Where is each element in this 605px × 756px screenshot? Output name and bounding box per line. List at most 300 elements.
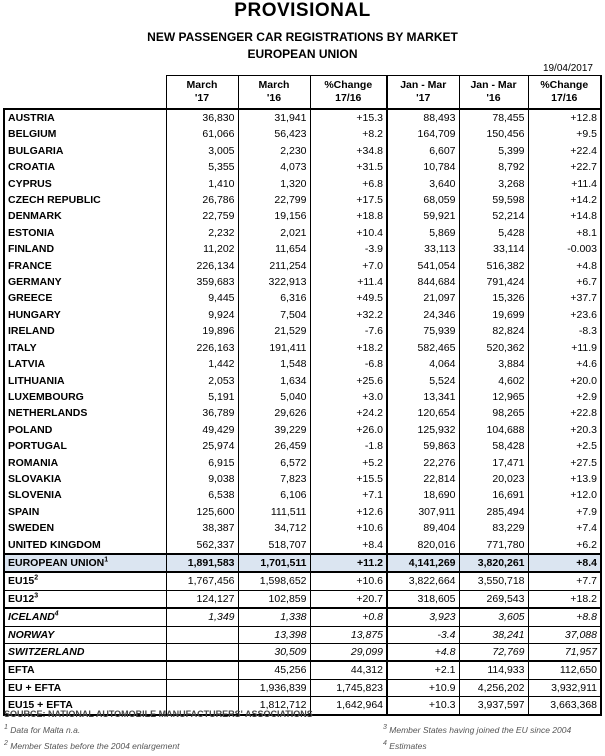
market-name: SPAIN xyxy=(4,504,166,520)
report-subtitle: NEW PASSENGER CAR REGISTRATIONS BY MARKET xyxy=(147,30,458,44)
market-name: AUSTRIA xyxy=(4,109,166,126)
ytd-change: 112,650 xyxy=(528,661,601,679)
ytd-16-value: 3,937,597 xyxy=(459,697,528,715)
ytd-17-value: 10,784 xyxy=(387,159,459,175)
table-row xyxy=(4,176,601,192)
ytd-change: +4.8 xyxy=(528,258,601,274)
march-16-value: 1,598,652 xyxy=(238,572,310,590)
header-change-ytd: %Change 17/16 xyxy=(528,76,601,110)
ytd-change: +7.4 xyxy=(528,520,601,536)
ytd-17-value: 844,684 xyxy=(387,274,459,290)
march-17-value: 11,202 xyxy=(166,241,238,257)
table-row xyxy=(4,608,601,626)
market-name: EUROPEAN UNION$^1$ xyxy=(4,554,166,572)
march-17-value: 1,767,456 xyxy=(166,572,238,590)
market-name: EFTA xyxy=(4,661,166,679)
market-name: DENMARK xyxy=(4,208,166,224)
ytd-16-value: 3,884 xyxy=(459,356,528,372)
table-row xyxy=(4,307,601,323)
market-name: ROMANIA xyxy=(4,455,166,471)
ytd-16-value: 17,471 xyxy=(459,455,528,471)
market-name: $EU15^2$ xyxy=(4,572,166,590)
ytd-17-value: 5,869 xyxy=(387,225,459,241)
march-change: +7.0 xyxy=(310,258,387,274)
march-16-value: 22,799 xyxy=(238,192,310,208)
market-name: LUXEMBOURG xyxy=(4,389,166,405)
ytd-16-value: 4,256,202 xyxy=(459,679,528,696)
march-17-value: 124,127 xyxy=(166,590,238,608)
march-17-value: 562,337 xyxy=(166,537,238,554)
ytd-change: 3,663,368 xyxy=(528,697,601,715)
march-17-value: 6,538 xyxy=(166,487,238,503)
march-17-value: 1,410 xyxy=(166,176,238,192)
march-change: +8.2 xyxy=(310,126,387,142)
ytd-17-value: 541,054 xyxy=(387,258,459,274)
market-name: FINLAND xyxy=(4,241,166,257)
march-16-value: 191,411 xyxy=(238,340,310,356)
market-name: UNITED KINGDOM xyxy=(4,537,166,554)
market-name: POLAND xyxy=(4,422,166,438)
march-16-value: 2,230 xyxy=(238,143,310,159)
market-name: SLOVENIA xyxy=(4,487,166,503)
ytd-16-value: 82,824 xyxy=(459,323,528,339)
ytd-change: +23.6 xyxy=(528,307,601,323)
ytd-17-value: 75,939 xyxy=(387,323,459,339)
table-row xyxy=(4,109,601,126)
ytd-change: +20.0 xyxy=(528,373,601,389)
march-change: +24.2 xyxy=(310,405,387,421)
march-17-value: 226,134 xyxy=(166,258,238,274)
march-17-value: 2,232 xyxy=(166,225,238,241)
ytd-17-value: 13,341 xyxy=(387,389,459,405)
market-name: SWEDEN xyxy=(4,520,166,536)
ytd-change: +6.2 xyxy=(528,537,601,554)
ytd-16-value: 5,428 xyxy=(459,225,528,241)
march-change: +15.3 xyxy=(310,109,387,126)
table-row xyxy=(4,192,601,208)
march-change: +12.6 xyxy=(310,504,387,520)
header-blank xyxy=(4,76,166,110)
march-16-value: 102,859 xyxy=(238,590,310,608)
ytd-change: +13.9 xyxy=(528,471,601,487)
march-17-value: 36,789 xyxy=(166,405,238,421)
march-17-value xyxy=(166,626,238,643)
ytd-change: +12.8 xyxy=(528,109,601,126)
ytd-change: +22.7 xyxy=(528,159,601,175)
march-change: +0.8 xyxy=(310,608,387,626)
table-row xyxy=(4,422,601,438)
ytd-17-value: 5,524 xyxy=(387,373,459,389)
ytd-17-value: +10.9 xyxy=(387,679,459,696)
march-17-value: 9,038 xyxy=(166,471,238,487)
march-16-value: 29,626 xyxy=(238,405,310,421)
table-row xyxy=(4,225,601,241)
ytd-16-value: 114,933 xyxy=(459,661,528,679)
march-17-value: 226,163 xyxy=(166,340,238,356)
ytd-change: +12.0 xyxy=(528,487,601,503)
ytd-17-value: 3,923 xyxy=(387,608,459,626)
source-note: SOURCE: NATIONAL AUTOMOBILE MANUFACTURERS' ASSOCIATIONS xyxy=(4,709,313,719)
ytd-change: +37.7 xyxy=(528,290,601,306)
ytd-16-value: 4,602 xyxy=(459,373,528,389)
market-name: LITHUANIA xyxy=(4,373,166,389)
ytd-17-value: 125,932 xyxy=(387,422,459,438)
march-17-value: 22,759 xyxy=(166,208,238,224)
march-17-value: 5,191 xyxy=(166,389,238,405)
ytd-change: -8.3 xyxy=(528,323,601,339)
march-16-value: 1,338 xyxy=(238,608,310,626)
table-row xyxy=(4,644,601,662)
ytd-change: +27.5 xyxy=(528,455,601,471)
ytd-change: 3,932,911 xyxy=(528,679,601,696)
march-change: +6.8 xyxy=(310,176,387,192)
report-date: 19/04/2017 xyxy=(542,63,593,74)
ytd-17-value: 18,690 xyxy=(387,487,459,503)
march-change: -6.8 xyxy=(310,356,387,372)
market-name: LATVIA xyxy=(4,356,166,372)
march-16-value: 30,509 xyxy=(238,644,310,662)
region-label: EUROPEAN UNION xyxy=(247,47,358,61)
market-name: EU15 + EFTA xyxy=(4,697,166,715)
ytd-17-value: 68,059 xyxy=(387,192,459,208)
table-row xyxy=(4,455,601,471)
march-17-value: 9,445 xyxy=(166,290,238,306)
header-march-16: March '16 xyxy=(238,76,310,110)
march-17-value: 1,349 xyxy=(166,608,238,626)
march-16-value: 19,156 xyxy=(238,208,310,224)
ytd-16-value: 3,268 xyxy=(459,176,528,192)
march-16-value: 6,106 xyxy=(238,487,310,503)
march-16-value: 1,812,712 xyxy=(238,697,310,715)
march-change: +34.8 xyxy=(310,143,387,159)
march-change: -7.6 xyxy=(310,323,387,339)
ytd-16-value: 58,428 xyxy=(459,438,528,454)
table-row xyxy=(4,323,601,339)
march-17-value xyxy=(166,661,238,679)
march-17-value: 6,915 xyxy=(166,455,238,471)
table-row xyxy=(4,520,601,536)
march-change: +7.1 xyxy=(310,487,387,503)
ytd-change: +14.8 xyxy=(528,208,601,224)
march-16-value: 6,572 xyxy=(238,455,310,471)
ytd-change: +4.6 xyxy=(528,356,601,372)
march-17-value: 2,053 xyxy=(166,373,238,389)
ytd-change: +11.4 xyxy=(528,176,601,192)
table-row xyxy=(4,504,601,520)
ytd-change: +8.4 xyxy=(528,554,601,572)
march-16-value: 6,316 xyxy=(238,290,310,306)
ytd-change: +6.7 xyxy=(528,274,601,290)
ytd-17-value: 89,404 xyxy=(387,520,459,536)
march-17-value: 1,442 xyxy=(166,356,238,372)
ytd-17-value: 22,814 xyxy=(387,471,459,487)
market-name: SLOVAKIA xyxy=(4,471,166,487)
ytd-16-value: 269,543 xyxy=(459,590,528,608)
table-header-row xyxy=(4,76,601,110)
ytd-change: +9.5 xyxy=(528,126,601,142)
table-row xyxy=(4,126,601,142)
table-row xyxy=(4,241,601,257)
table-row xyxy=(4,208,601,224)
march-16-value: 5,040 xyxy=(238,389,310,405)
ytd-17-value: +4.8 xyxy=(387,644,459,662)
ytd-16-value: 8,792 xyxy=(459,159,528,175)
march-16-value: 1,320 xyxy=(238,176,310,192)
march-change: +10.6 xyxy=(310,572,387,590)
ytd-16-value: 791,424 xyxy=(459,274,528,290)
market-name: ICELAND$^4$ xyxy=(4,608,166,626)
market-name: CYPRUS xyxy=(4,176,166,192)
ytd-16-value: 520,362 xyxy=(459,340,528,356)
ytd-change: 71,957 xyxy=(528,644,601,662)
market-name: PORTUGAL xyxy=(4,438,166,454)
march-16-value: 518,707 xyxy=(238,537,310,554)
market-name: BULGARIA xyxy=(4,143,166,159)
ytd-17-value: 88,493 xyxy=(387,109,459,126)
table-row xyxy=(4,487,601,503)
ytd-change: -0.003 xyxy=(528,241,601,257)
march-change: 1,642,964 xyxy=(310,697,387,715)
march-16-value: 1,634 xyxy=(238,373,310,389)
march-change: +10.4 xyxy=(310,225,387,241)
ytd-16-value: 104,688 xyxy=(459,422,528,438)
march-16-value: 1,936,839 xyxy=(238,679,310,696)
ytd-16-value: 3,550,718 xyxy=(459,572,528,590)
march-change: +17.5 xyxy=(310,192,387,208)
ytd-17-value: 22,276 xyxy=(387,455,459,471)
march-16-value: 31,941 xyxy=(238,109,310,126)
ytd-16-value: 285,494 xyxy=(459,504,528,520)
table-row xyxy=(4,258,601,274)
ytd-17-value: 59,921 xyxy=(387,208,459,224)
march-17-value: 1,891,583 xyxy=(166,554,238,572)
table-row xyxy=(4,537,601,554)
ytd-16-value: 59,598 xyxy=(459,192,528,208)
ytd-17-value: 307,911 xyxy=(387,504,459,520)
footnote-1: $^1$ Data for Malta n.a. xyxy=(4,724,81,735)
march-change: 13,875 xyxy=(310,626,387,643)
march-change: +15.5 xyxy=(310,471,387,487)
ytd-change: +8.1 xyxy=(528,225,601,241)
table-row xyxy=(4,471,601,487)
table-row xyxy=(4,590,601,608)
march-change: +20.7 xyxy=(310,590,387,608)
march-change: +8.4 xyxy=(310,537,387,554)
march-17-value: 125,600 xyxy=(166,504,238,520)
table-row xyxy=(4,356,601,372)
march-16-value: 322,913 xyxy=(238,274,310,290)
table-row xyxy=(4,159,601,175)
header-change-march: %Change 17/16 xyxy=(310,76,387,110)
ytd-16-value: 12,965 xyxy=(459,389,528,405)
footnote-4: $^4$ Estimates xyxy=(383,740,427,751)
march-16-value: 2,021 xyxy=(238,225,310,241)
table-row xyxy=(4,290,601,306)
ytd-17-value: 164,709 xyxy=(387,126,459,142)
table-row xyxy=(4,143,601,159)
march-change: +32.2 xyxy=(310,307,387,323)
ytd-16-value: 52,214 xyxy=(459,208,528,224)
march-16-value: 26,459 xyxy=(238,438,310,454)
ytd-16-value: 33,114 xyxy=(459,241,528,257)
table-row xyxy=(4,679,601,696)
ytd-17-value: 4,064 xyxy=(387,356,459,372)
march-17-value: 61,066 xyxy=(166,126,238,142)
market-name: NORWAY xyxy=(4,626,166,643)
ytd-17-value: 820,016 xyxy=(387,537,459,554)
ytd-16-value: 38,241 xyxy=(459,626,528,643)
march-change: +18.2 xyxy=(310,340,387,356)
march-16-value: 7,504 xyxy=(238,307,310,323)
ytd-16-value: 98,265 xyxy=(459,405,528,421)
ytd-change: +22.4 xyxy=(528,143,601,159)
table-row xyxy=(4,661,601,679)
ytd-17-value: 120,654 xyxy=(387,405,459,421)
ytd-16-value: 5,399 xyxy=(459,143,528,159)
march-16-value: 7,823 xyxy=(238,471,310,487)
ytd-17-value: 582,465 xyxy=(387,340,459,356)
march-change: +18.8 xyxy=(310,208,387,224)
ytd-17-value: 24,346 xyxy=(387,307,459,323)
march-16-value: 21,529 xyxy=(238,323,310,339)
header-march-17: March '17 xyxy=(166,76,238,110)
market-name: $EU12^3$ xyxy=(4,590,166,608)
market-name: CROATIA xyxy=(4,159,166,175)
march-change: 29,099 xyxy=(310,644,387,662)
ytd-16-value: 78,455 xyxy=(459,109,528,126)
march-16-value: 39,229 xyxy=(238,422,310,438)
table-row xyxy=(4,274,601,290)
ytd-17-value: +10.3 xyxy=(387,697,459,715)
market-name: BELGIUM xyxy=(4,126,166,142)
ytd-change: +22.8 xyxy=(528,405,601,421)
march-17-value: 19,896 xyxy=(166,323,238,339)
march-16-value: 11,654 xyxy=(238,241,310,257)
march-17-value: 36,830 xyxy=(166,109,238,126)
march-change: +11.4 xyxy=(310,274,387,290)
march-16-value: 4,073 xyxy=(238,159,310,175)
march-change: +26.0 xyxy=(310,422,387,438)
ytd-17-value: +2.1 xyxy=(387,661,459,679)
ytd-16-value: 83,229 xyxy=(459,520,528,536)
ytd-16-value: 516,382 xyxy=(459,258,528,274)
ytd-17-value: 4,141,269 xyxy=(387,554,459,572)
march-16-value: 45,256 xyxy=(238,661,310,679)
footnote-2: $^2$ Member States before the 2004 enlargement xyxy=(4,740,180,751)
march-17-value: 9,924 xyxy=(166,307,238,323)
market-name: SWITZERLAND xyxy=(4,644,166,662)
ytd-17-value: 33,113 xyxy=(387,241,459,257)
ytd-change: +18.2 xyxy=(528,590,601,608)
ytd-17-value: 3,640 xyxy=(387,176,459,192)
table-row xyxy=(4,405,601,421)
march-16-value: 211,254 xyxy=(238,258,310,274)
march-17-value xyxy=(166,644,238,662)
march-16-value: 111,511 xyxy=(238,504,310,520)
ytd-17-value: 3,822,664 xyxy=(387,572,459,590)
market-name: GREECE xyxy=(4,290,166,306)
page-title: PROVISIONAL xyxy=(234,0,371,21)
header-ytd-17: Jan - Mar '17 xyxy=(387,76,459,110)
market-name: FRANCE xyxy=(4,258,166,274)
march-17-value xyxy=(166,679,238,696)
table-row xyxy=(4,340,601,356)
table-row xyxy=(4,373,601,389)
market-name: CZECH REPUBLIC xyxy=(4,192,166,208)
table-row xyxy=(4,389,601,405)
ytd-change: 37,088 xyxy=(528,626,601,643)
market-name: NETHERLANDS xyxy=(4,405,166,421)
march-16-value: 56,423 xyxy=(238,126,310,142)
ytd-16-value: 3,605 xyxy=(459,608,528,626)
ytd-change: +2.5 xyxy=(528,438,601,454)
march-change: +49.5 xyxy=(310,290,387,306)
ytd-change: +11.9 xyxy=(528,340,601,356)
ytd-16-value: 771,780 xyxy=(459,537,528,554)
march-change: 1,745,823 xyxy=(310,679,387,696)
ytd-17-value: 21,097 xyxy=(387,290,459,306)
ytd-change: +14.2 xyxy=(528,192,601,208)
table-row xyxy=(4,554,601,572)
table-row xyxy=(4,572,601,590)
march-change: +5.2 xyxy=(310,455,387,471)
march-change: -1.8 xyxy=(310,438,387,454)
market-name: ITALY xyxy=(4,340,166,356)
market-name: EU + EFTA xyxy=(4,679,166,696)
march-17-value: 26,786 xyxy=(166,192,238,208)
ytd-change: +20.3 xyxy=(528,422,601,438)
ytd-16-value: 150,456 xyxy=(459,126,528,142)
market-name: ESTONIA xyxy=(4,225,166,241)
march-17-value: 25,974 xyxy=(166,438,238,454)
march-17-value: 38,387 xyxy=(166,520,238,536)
table-row xyxy=(4,626,601,643)
march-change: +3.0 xyxy=(310,389,387,405)
ytd-16-value: 19,699 xyxy=(459,307,528,323)
ytd-17-value: 6,607 xyxy=(387,143,459,159)
ytd-change: +2.9 xyxy=(528,389,601,405)
march-16-value: 34,712 xyxy=(238,520,310,536)
march-16-value: 1,548 xyxy=(238,356,310,372)
march-change: +11.2 xyxy=(310,554,387,572)
march-17-value: 359,683 xyxy=(166,274,238,290)
march-change: -3.9 xyxy=(310,241,387,257)
market-name: IRELAND xyxy=(4,323,166,339)
march-17-value: 49,429 xyxy=(166,422,238,438)
market-name: GERMANY xyxy=(4,274,166,290)
ytd-change: +8.8 xyxy=(528,608,601,626)
march-change: +10.6 xyxy=(310,520,387,536)
march-17-value: 5,355 xyxy=(166,159,238,175)
ytd-change: +7.7 xyxy=(528,572,601,590)
ytd-17-value: -3.4 xyxy=(387,626,459,643)
market-name: HUNGARY xyxy=(4,307,166,323)
march-16-value: 13,398 xyxy=(238,626,310,643)
march-change: 44,312 xyxy=(310,661,387,679)
ytd-change: +7.9 xyxy=(528,504,601,520)
ytd-17-value: 318,605 xyxy=(387,590,459,608)
ytd-16-value: 3,820,261 xyxy=(459,554,528,572)
ytd-16-value: 15,326 xyxy=(459,290,528,306)
march-16-value: 1,701,511 xyxy=(238,554,310,572)
march-change: +25.6 xyxy=(310,373,387,389)
footnote-3: $^3$ Member States having joined the EU since 2004 xyxy=(383,724,572,735)
ytd-17-value: 59,863 xyxy=(387,438,459,454)
ytd-16-value: 16,691 xyxy=(459,487,528,503)
march-17-value: 3,005 xyxy=(166,143,238,159)
registrations-table xyxy=(3,75,602,716)
ytd-16-value: 72,769 xyxy=(459,644,528,662)
